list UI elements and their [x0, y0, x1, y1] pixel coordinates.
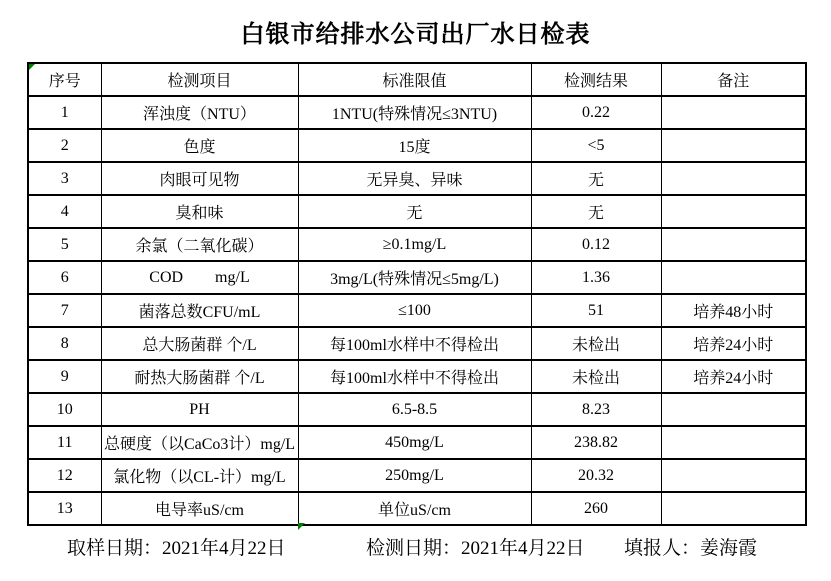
cell-item: 浑浊度（NTU） [101, 96, 298, 129]
sampling-date-value: 2021年4月22日 [162, 538, 286, 559]
cell-result: 0.22 [531, 96, 661, 129]
cell-item: 肉眼可见物 [101, 162, 298, 195]
cell-item: COD mg/L [101, 261, 298, 294]
cell-result: 未检出 [531, 360, 661, 393]
cell-standard: 每100ml水样中不得检出 [298, 327, 531, 360]
table-row [28, 492, 806, 525]
cell-note [661, 393, 806, 426]
cell-note: 培养24小时 [661, 360, 806, 393]
table-row [28, 459, 806, 492]
table-row [28, 360, 806, 393]
cell-standard: 450mg/L [298, 426, 531, 459]
daily-inspection-table [27, 62, 807, 526]
page-title: 白银市给排水公司出厂水日检表 [240, 21, 591, 48]
cell-item: 氯化物（以CL-计）mg/L [101, 459, 298, 492]
cell-note [661, 261, 806, 294]
sampling-date [67, 533, 286, 560]
cell-standard: 15度 [298, 129, 531, 162]
cell-result: 无 [531, 195, 661, 228]
sampling-date-label: 取样日期： [67, 538, 163, 559]
cell-note [661, 459, 806, 492]
cell-item: 臭和味 [101, 195, 298, 228]
cell-note [661, 426, 806, 459]
cell-result: 无 [531, 162, 661, 195]
cell-result: 20.32 [531, 459, 661, 492]
cell-standard: 每100ml水样中不得检出 [298, 360, 531, 393]
cell-no: 8 [28, 327, 101, 360]
cell-note [661, 228, 806, 261]
cell-standard: 单位uS/cm [298, 492, 531, 525]
cell-item: 耐热大肠菌群 个/L [101, 360, 298, 393]
cell-no: 5 [28, 228, 101, 261]
table-row [28, 327, 806, 360]
cell-no: 6 [28, 261, 101, 294]
cell-item: PH [101, 393, 298, 426]
cell-no: 10 [28, 393, 101, 426]
column-header-no: 序号 [28, 63, 101, 96]
cell-item: 菌落总数CFU/mL [101, 294, 298, 327]
table-row [28, 294, 806, 327]
cell-item: 总硬度（以CaCo3计）mg/L [101, 426, 298, 459]
table-row [28, 228, 806, 261]
green-corner-marker-icon [298, 523, 305, 530]
cell-standard: 1NTU(特殊情况≤3NTU) [298, 96, 531, 129]
cell-standard: 6.5-8.5 [298, 393, 531, 426]
table-row [28, 426, 806, 459]
cell-item: 色度 [101, 129, 298, 162]
cell-no: 12 [28, 459, 101, 492]
reporter [624, 533, 757, 560]
table-row [28, 261, 806, 294]
cell-result: 0.12 [531, 228, 661, 261]
table-row [28, 129, 806, 162]
cell-no: 2 [28, 129, 101, 162]
reporter-name: 姜海霞 [700, 538, 758, 559]
cell-note [661, 129, 806, 162]
footer [0, 533, 831, 557]
cell-no: 13 [28, 492, 101, 525]
cell-item: 余氯（二氧化碳） [101, 228, 298, 261]
table-row [28, 393, 806, 426]
cell-standard: ≥0.1mg/L [298, 228, 531, 261]
cell-note [661, 492, 806, 525]
cell-result: 未检出 [531, 327, 661, 360]
cell-result: 1.36 [531, 261, 661, 294]
cell-note [661, 162, 806, 195]
cell-standard: 无异臭、异味 [298, 162, 531, 195]
cell-result: 238.82 [531, 426, 661, 459]
cell-no: 1 [28, 96, 101, 129]
cell-item: 电导率uS/cm [101, 492, 298, 525]
table-row [28, 195, 806, 228]
cell-note: 培养24小时 [661, 327, 806, 360]
cell-standard: 无 [298, 195, 531, 228]
table-header-row [28, 63, 806, 96]
column-header-note: 备注 [661, 63, 806, 96]
table-row [28, 96, 806, 129]
cell-no: 4 [28, 195, 101, 228]
column-header-result: 检测结果 [531, 63, 661, 96]
cell-standard: 250mg/L [298, 459, 531, 492]
cell-no: 3 [28, 162, 101, 195]
cell-standard: ≤100 [298, 294, 531, 327]
testing-date [366, 533, 585, 560]
column-header-item: 检测项目 [101, 63, 298, 96]
column-header-standard: 标准限值 [298, 63, 531, 96]
testing-date-label: 检测日期： [366, 538, 462, 559]
cell-note [661, 96, 806, 129]
cell-no: 9 [28, 360, 101, 393]
cell-result: <5 [531, 129, 661, 162]
testing-date-value: 2021年4月22日 [461, 538, 585, 559]
table-row [28, 162, 806, 195]
cell-no: 7 [28, 294, 101, 327]
cell-note [661, 195, 806, 228]
cell-result: 8.23 [531, 393, 661, 426]
cell-result: 260 [531, 492, 661, 525]
green-corner-marker-icon [29, 64, 35, 70]
cell-standard: 3mg/L(特殊情况≤5mg/L) [298, 261, 531, 294]
cell-result: 51 [531, 294, 661, 327]
reporter-label: 填报人： [624, 538, 701, 559]
cell-no: 11 [28, 426, 101, 459]
cell-item: 总大肠菌群 个/L [101, 327, 298, 360]
cell-note: 培养48小时 [661, 294, 806, 327]
